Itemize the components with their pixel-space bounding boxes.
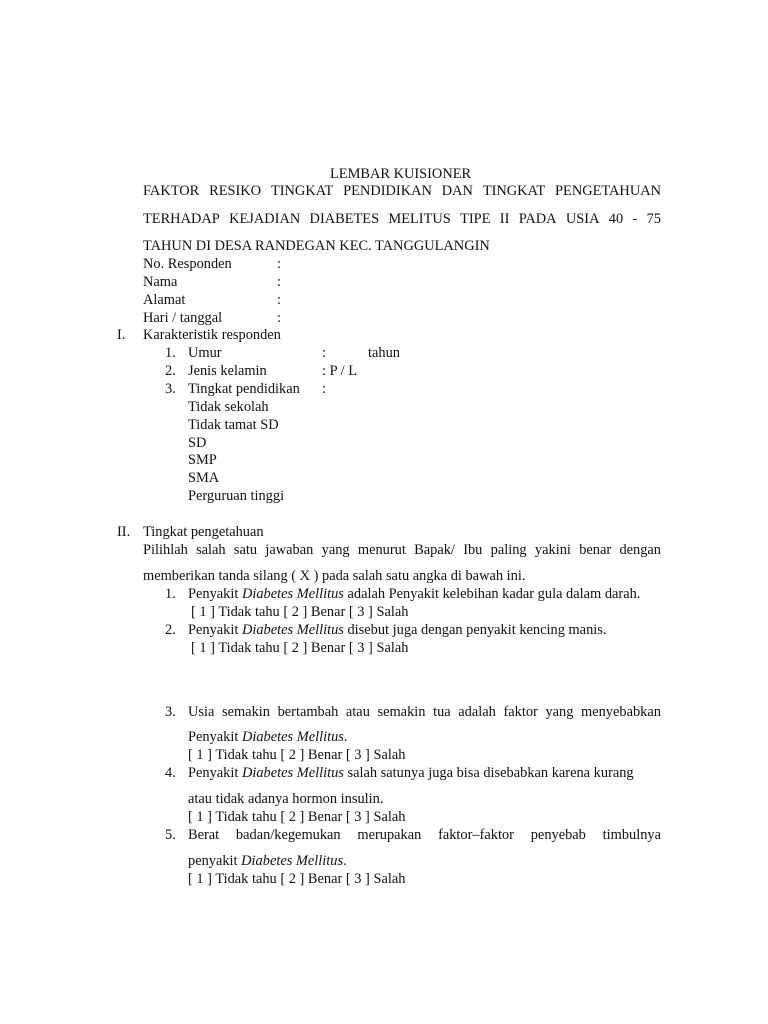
item-education-num: 3. <box>165 381 176 397</box>
word: TIPE <box>460 211 491 227</box>
respondent-no-colon: : <box>277 256 281 272</box>
word: faktor <box>503 704 538 720</box>
word: PENDIDIKAN <box>343 183 432 199</box>
word: 75 <box>646 211 661 227</box>
item-gender-sep: : P / L <box>322 363 358 379</box>
respondent-hari-colon: : <box>277 310 281 326</box>
question-4-num: 4. <box>165 765 176 781</box>
word: DAN <box>441 183 473 199</box>
respondent-alamat-label: Alamat <box>143 292 186 308</box>
question-1-text: Penyakit Diabetes Mellitus adalah Penyakit kelebihan kadar gula dalam darah. <box>188 586 641 602</box>
question-2-options: [ 1 ] Tidak tahu [ 2 ] Benar [ 3 ] Salah <box>191 640 409 656</box>
word: KEJADIAN <box>229 211 301 227</box>
word: menurut <box>357 542 406 558</box>
word: PENGETAHUAN <box>555 183 661 199</box>
word: 40 <box>608 211 624 227</box>
word: USIA <box>565 211 600 227</box>
question-5-num: 5. <box>165 827 176 843</box>
word: menyebabkan <box>581 704 661 720</box>
word: atau <box>345 704 370 720</box>
title-line-1: LEMBAR KUISIONER <box>330 166 472 182</box>
word: Bapak/ <box>414 542 455 558</box>
question-3-text-line-2: Penyakit Diabetes Mellitus. <box>188 729 348 745</box>
item-gender-label: Jenis kelamin <box>188 363 267 379</box>
question-5-text <box>188 826 661 844</box>
word: FAKTOR <box>143 183 200 199</box>
word: adalah <box>458 704 496 720</box>
word: satu <box>233 542 258 558</box>
question-2-num: 2. <box>165 622 176 638</box>
education-option: SMA <box>188 470 220 486</box>
item-gender-num: 2. <box>165 363 176 379</box>
word: salah <box>196 542 226 558</box>
word: Berat <box>188 827 220 843</box>
section2-numeral: II. <box>117 524 131 540</box>
question-4-text-line-2: atau tidak adanya hormon insulin. <box>188 791 384 807</box>
word: semakin <box>377 704 426 720</box>
instruction-line-1 <box>143 541 661 559</box>
word: Pilihlah <box>143 542 188 558</box>
word: yakini <box>534 542 571 558</box>
word: timbulnya <box>602 827 661 843</box>
word: semakin <box>222 704 270 720</box>
title-line-3 <box>143 210 661 228</box>
question-3-text <box>188 703 661 721</box>
respondent-alamat-colon: : <box>277 292 281 308</box>
respondent-no-label: No. Responden <box>143 256 232 272</box>
instruction-line-2: memberikan tanda silang ( X ) pada salah satu angka di bawah ini. <box>143 568 526 584</box>
word: paling <box>490 542 527 558</box>
word: faktor–faktor <box>438 827 514 843</box>
question-1-options: [ 1 ] Tidak tahu [ 2 ] Benar [ 3 ] Salah <box>191 604 409 620</box>
education-option: Tidak sekolah <box>188 399 269 415</box>
question-3-options: [ 1 ] Tidak tahu [ 2 ] Benar [ 3 ] Salah <box>188 747 406 763</box>
section1-heading: Karakteristik responden <box>143 327 281 343</box>
question-4-options: [ 1 ] Tidak tahu [ 2 ] Benar [ 3 ] Salah <box>188 809 406 825</box>
item-umur-sep: : <box>322 345 326 361</box>
education-option: Tidak tamat SD <box>188 417 279 433</box>
word: TINGKAT <box>482 183 546 199</box>
question-5-text-line-2: penyakit Diabetes Mellitus. <box>188 853 347 869</box>
respondent-hari-label: Hari / tanggal <box>143 310 223 326</box>
respondent-nama-label: Nama <box>143 274 178 290</box>
word: Ibu <box>463 542 483 558</box>
word: RESIKO <box>209 183 262 199</box>
word: jawaban <box>265 542 314 558</box>
question-4-text: Penyakit Diabetes Mellitus salah satunya juga bisa disebabkan karena kurang <box>188 765 634 781</box>
word: bertambah <box>277 704 339 720</box>
title-line-2 <box>143 182 661 200</box>
word: dengan <box>619 542 661 558</box>
title-line-4: TAHUN DI DESA RANDEGAN KEC. TANGGULANGIN <box>143 238 490 254</box>
item-umur-num: 1. <box>165 345 176 361</box>
item-umur-label: Umur <box>188 345 222 361</box>
question-3-num: 3. <box>165 704 176 720</box>
respondent-nama-colon: : <box>277 274 281 290</box>
question-5-options: [ 1 ] Tidak tahu [ 2 ] Benar [ 3 ] Salah <box>188 871 406 887</box>
word: - <box>632 211 638 227</box>
item-education-sep: : <box>322 381 326 397</box>
word: yang <box>321 542 350 558</box>
item-education-label: Tingkat pendidikan <box>188 381 300 397</box>
question-2-text: Penyakit Diabetes Mellitus disebut juga dengan penyakit kencing manis. <box>188 622 607 638</box>
question-1-num: 1. <box>165 586 176 602</box>
word: TINGKAT <box>270 183 334 199</box>
word: tua <box>433 704 451 720</box>
word: yang <box>545 704 574 720</box>
word: badan/kegemukan <box>235 827 341 843</box>
word: TERHADAP <box>143 211 220 227</box>
word: II <box>499 211 510 227</box>
word: DIABETES <box>309 211 380 227</box>
education-option: Perguruan tinggi <box>188 488 285 504</box>
word: merupakan <box>357 827 422 843</box>
education-option: SD <box>188 435 207 451</box>
item-umur-unit: tahun <box>368 345 400 361</box>
word: benar <box>579 542 612 558</box>
word: penyebab <box>530 827 586 843</box>
section2-heading: Tingkat pengetahuan <box>143 524 264 540</box>
word: PADA <box>518 211 557 227</box>
word: MELITUS <box>388 211 451 227</box>
word: Usia <box>188 704 215 720</box>
section1-numeral: I. <box>117 327 126 343</box>
education-option: SMP <box>188 452 217 468</box>
